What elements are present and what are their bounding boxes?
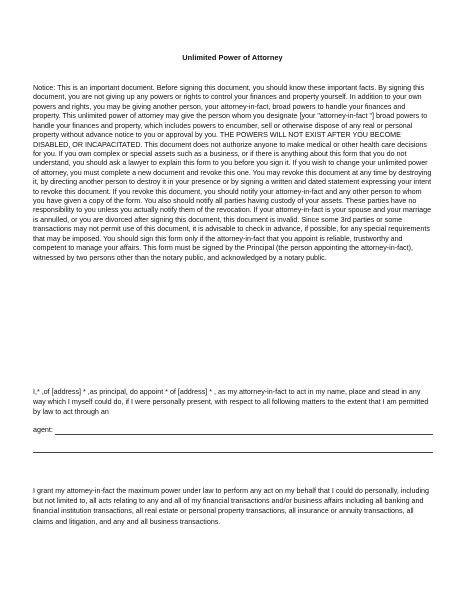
agent-blank-line[interactable]	[55, 426, 433, 435]
document-title: Unlimited Power of Attorney	[182, 53, 283, 62]
agent-row	[33, 425, 433, 435]
notice-paragraph: Notice: This is an important document. Before signing this document, you should know these important facts. By signing this document, you are not giving up any powers or rights to control your finances and property yourself. In addition to your own powers and rights, you may be giving another person, your attorney-in-fact, broad powers to handle your finances and property. This unlimited power of attorney may give the person whom you designate [your "attorney-in-fact "] broad powers to handle your finances and property, which includes powers to encumber, sell or otherwise dispose of any real or personal property without advance notice to you or approval by you. THE POWERS WILL NOT EXIST AFTER YOU BECOME DISABLED, OR INCAPACITATED. This document does not authorize anyone to make medical or other health care decisions for you. If you own complex or special assets such as a business, or if there is anything about this form that you do not understand, you should ask a lawyer to explain this form to you before you sign it. If you wish to change your unlimited power of attorney, you must complete a new document and revoke this one. You may revoke this document at any time by destroying it, by directing another person to destroy it in your presence or by signing a written and dated statement expressing your intent to revoke this document. If you revoke this document, you should notify your attorney-in-fact and any other person to whom you have given a copy of the form. You also should notify all parties having custody of your assets. These parties have no responsibility to you unless you actually notify them of the revocation. If your attorney-in-fact is your spouse and your marriage is annulled, or you are divorced after signing this document, this document is invalid. Since some 3rd parties or some transactions may not permit use of this document, it is advisable to check in advance, if possible, for any special requirements that may be imposed. You should sign this form only if the attorney-in-fact that you appoint is reliable, trustworthy and competent to manage your affairs. This form must be signed by the Principal (the person appointing the attorney-in-fact), witnessed by two persons other than the notary public, and acknowledged by a notary public.	[33, 84, 432, 262]
blank-line[interactable]	[33, 452, 433, 453]
grant-paragraph: I grant my attorney-in-fact the maximum power under law to perform any act on my behalf that I could do personally, including but not limited to, all acts relating to any and all of my financial transactions and/or business affairs including all banking and financial institution transactions, all real estate or personal property transactions, all insurance or annuity transactions, all claims and litigation, and any and all business transactions.	[33, 487, 429, 526]
agent-label: agent:	[33, 426, 53, 434]
appointment-paragraph: I,* ,of [address] * ,as principal, do appoint * of [address] * , as my attorney-in-fact to act in my name, place and stead in any way which I myself could do, if I were personally present, with respect to all following matters to the extent that I am permitted by law to act through an	[33, 388, 429, 417]
